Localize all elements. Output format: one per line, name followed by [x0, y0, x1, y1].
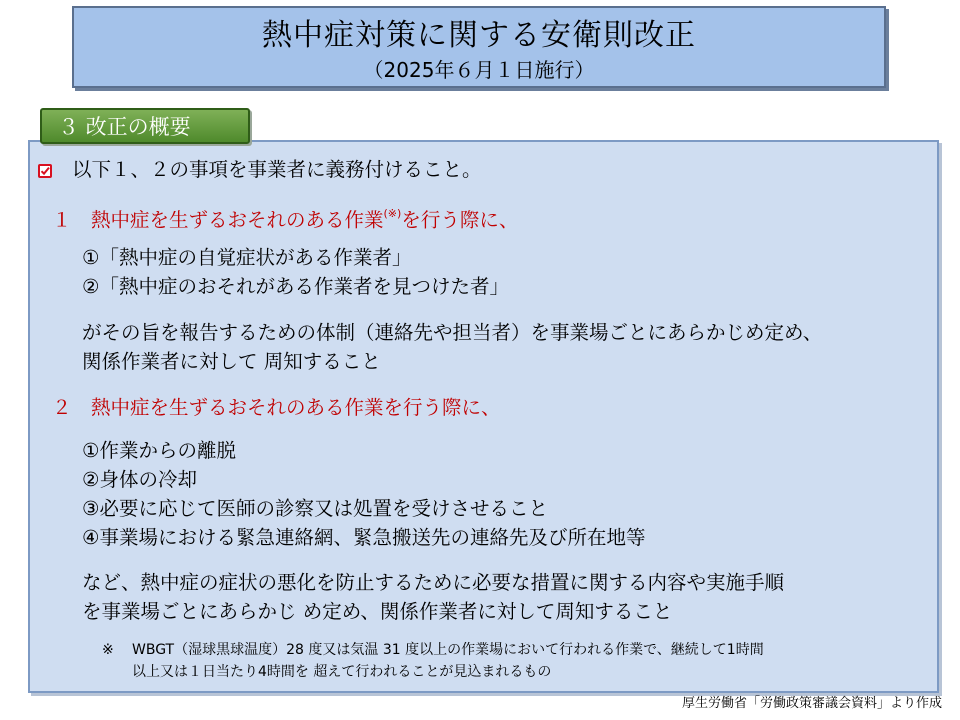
section-tab	[40, 108, 250, 144]
note-line1: WBGT（湿球黒球温度）28 度又は気温 31 度以上の作業場において行われる作業で、継続して1時間	[132, 642, 764, 658]
intro-text: 以下１、２の事項を事業者に義務付けること。	[72, 158, 482, 181]
content-panel	[28, 140, 939, 693]
item2-sub2: ②身体の冷却	[82, 468, 197, 491]
item2-body-line2: を事業場ごとにあらかじ め定め、関係作業者に対して周知すること	[82, 600, 673, 623]
item2-sub4: ④事業場における緊急連絡網、緊急搬送先の連絡先及び所在地等	[82, 526, 646, 549]
item1-body-line1: がその旨を報告するための体制（連絡先や担当者）を事業場ごとにあらかじめ定め、	[82, 321, 823, 344]
item2-heading: ２ 熱中症を生ずるおそれのある作業を行う際に、	[52, 396, 501, 419]
item1-sub2: ②「熱中症のおそれがある作業者を見つけた者」	[82, 275, 509, 298]
note-reference-mark: (※)	[383, 207, 402, 220]
item1-body-line2: 関係作業者に対して 周知すること	[82, 350, 381, 373]
title-box	[72, 6, 886, 88]
effective-date: （2025年６月１日施行）	[363, 58, 595, 82]
note-line2: 以上又は１日当たり4時間を 超えて行われることが見込まれるもの	[132, 664, 552, 680]
checked-box-icon	[38, 164, 52, 178]
item1-sub1: ①「熱中症の自覚症状がある作業者」	[82, 246, 412, 269]
item1-heading-pre: １ 熱中症を生ずるおそれのある作業	[52, 208, 384, 232]
section-label: ３ 改正の概要	[58, 115, 191, 139]
item2-sub3: ③必要に応じて医師の診察又は処置を受けさせること	[82, 497, 548, 520]
item2-body-line1: など、熱中症の症状の悪化を防止するために必要な措置に関する内容や実施手順	[82, 571, 785, 594]
item2-sub1: ①作業からの離脱	[82, 439, 236, 462]
item1-heading	[52, 204, 518, 233]
item1-heading-post: を行う際に、	[401, 208, 519, 232]
source-credit: 厚生労働省「労働政策審議会資料」より作成	[681, 696, 942, 711]
page-title: 熱中症対策に関する安衛則改正	[262, 18, 696, 53]
note-mark: ※	[102, 642, 114, 658]
